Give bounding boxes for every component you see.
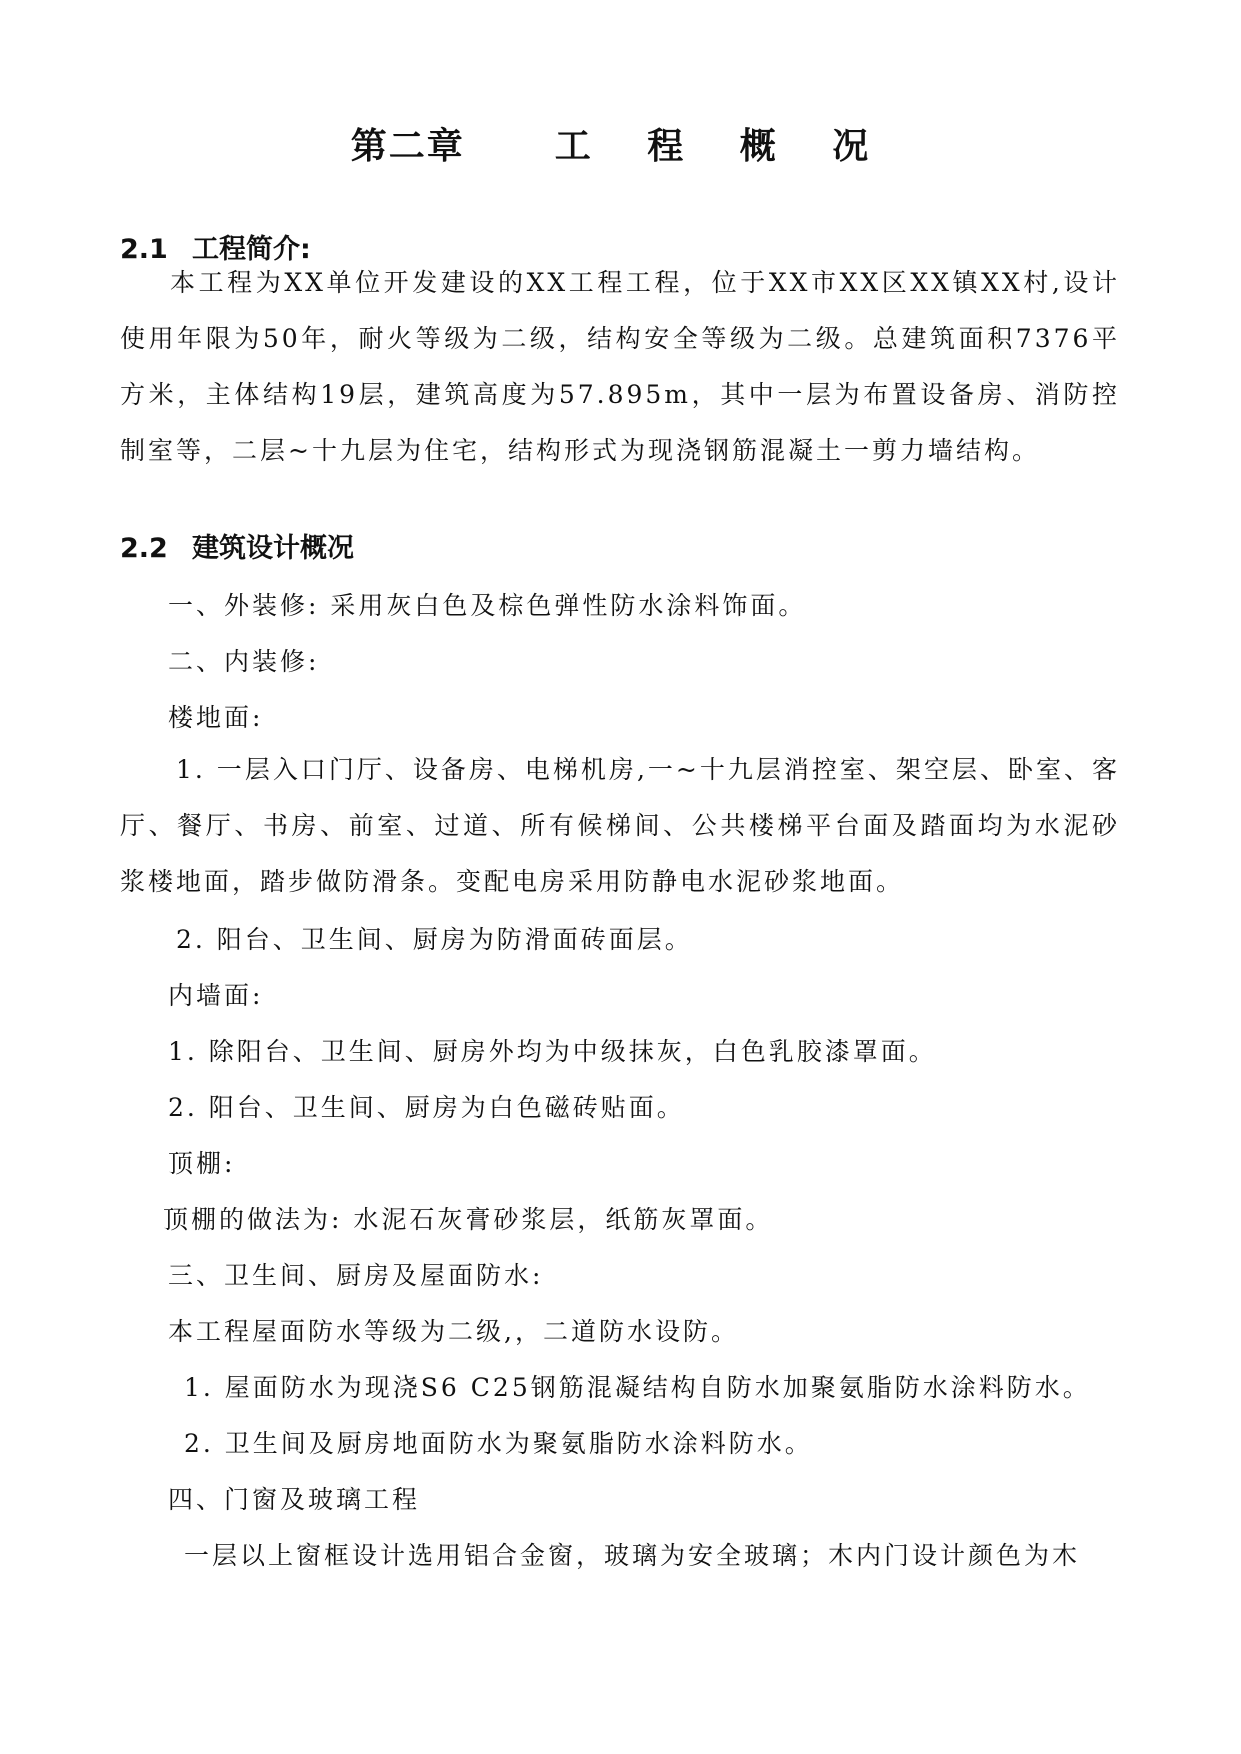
wall-item-1: 1. 除阳台、卫生间、厨房外均为中级抹灰，白色乳胶漆罩面。 — [168, 1037, 937, 1066]
section-title: 工程简介: — [192, 234, 311, 265]
chapter-number: 第二章 — [350, 126, 465, 167]
floor-label: 楼地面: — [168, 703, 264, 732]
floor-item-1: 1. 一层入口门厅、设备房、电梯机房,一~十九层消控室、架空层、卧室、客厅、餐厅、书房、前室、过道、所有候梯间、公共楼梯平台面及踏面均为水泥砂浆楼地面，踏步做防滑条。变配电房采用防静电水泥砂浆地面。 — [120, 755, 1120, 896]
section-number: 2.2 — [120, 533, 168, 564]
wall-label: 内墙面: — [168, 981, 264, 1010]
chapter-name: 工 程 概 况 — [554, 126, 891, 167]
interior-finish-label: 二、内装修: — [168, 647, 320, 676]
windows-label: 四、门窗及玻璃工程 — [168, 1485, 421, 1514]
waterproof-text: 本工程屋面防水等级为二级,，二道防水设防。 — [168, 1317, 739, 1346]
waterproof-label: 三、卫生间、厨房及屋面防水: — [168, 1261, 544, 1290]
windows-text: 一层以上窗框设计选用铝合金窗，玻璃为安全玻璃；木内门设计颜色为木 — [184, 1541, 1081, 1570]
wall-item-2: 2. 阳台、卫生间、厨房为白色磁砖贴面。 — [168, 1093, 685, 1122]
project-intro-paragraph: 本工程为XX单位开发建设的XX工程工程，位于XX市XX区XX镇XX村,设计使用年限为50年，耐火等级为二级，结构安全等级为二级。总建筑面积7376平方米，主体结构19层，建筑高度为57.895m，其中一层为布置设备房、消防控制室等，二层~十九层为住宅，结构形式为现浇钢筋混凝土一剪力墙结构。 — [120, 268, 1120, 465]
floor-item-2: 2. 阳台、卫生间、厨房为防滑面砖面层。 — [176, 925, 693, 954]
exterior-finish-line: 一、外装修: 采用灰白色及棕色弹性防水涂料饰面。 — [168, 591, 807, 620]
ceiling-label: 顶棚: — [168, 1149, 236, 1178]
section-title: 建筑设计概况 — [192, 533, 354, 564]
chapter-title — [0, 118, 1241, 169]
section-heading-2-2 — [120, 526, 354, 565]
waterproof-item-1: 1. 屋面防水为现浇S6 C25钢筋混凝结构自防水加聚氨脂防水涂料防水。 — [184, 1373, 1091, 1402]
section-number: 2.1 — [120, 234, 168, 265]
ceiling-text: 顶棚的做法为: 水泥石灰膏砂浆层，纸筋灰罩面。 — [163, 1205, 774, 1234]
waterproof-item-2: 2. 卫生间及厨房地面防水为聚氨脂防水涂料防水。 — [184, 1429, 813, 1458]
